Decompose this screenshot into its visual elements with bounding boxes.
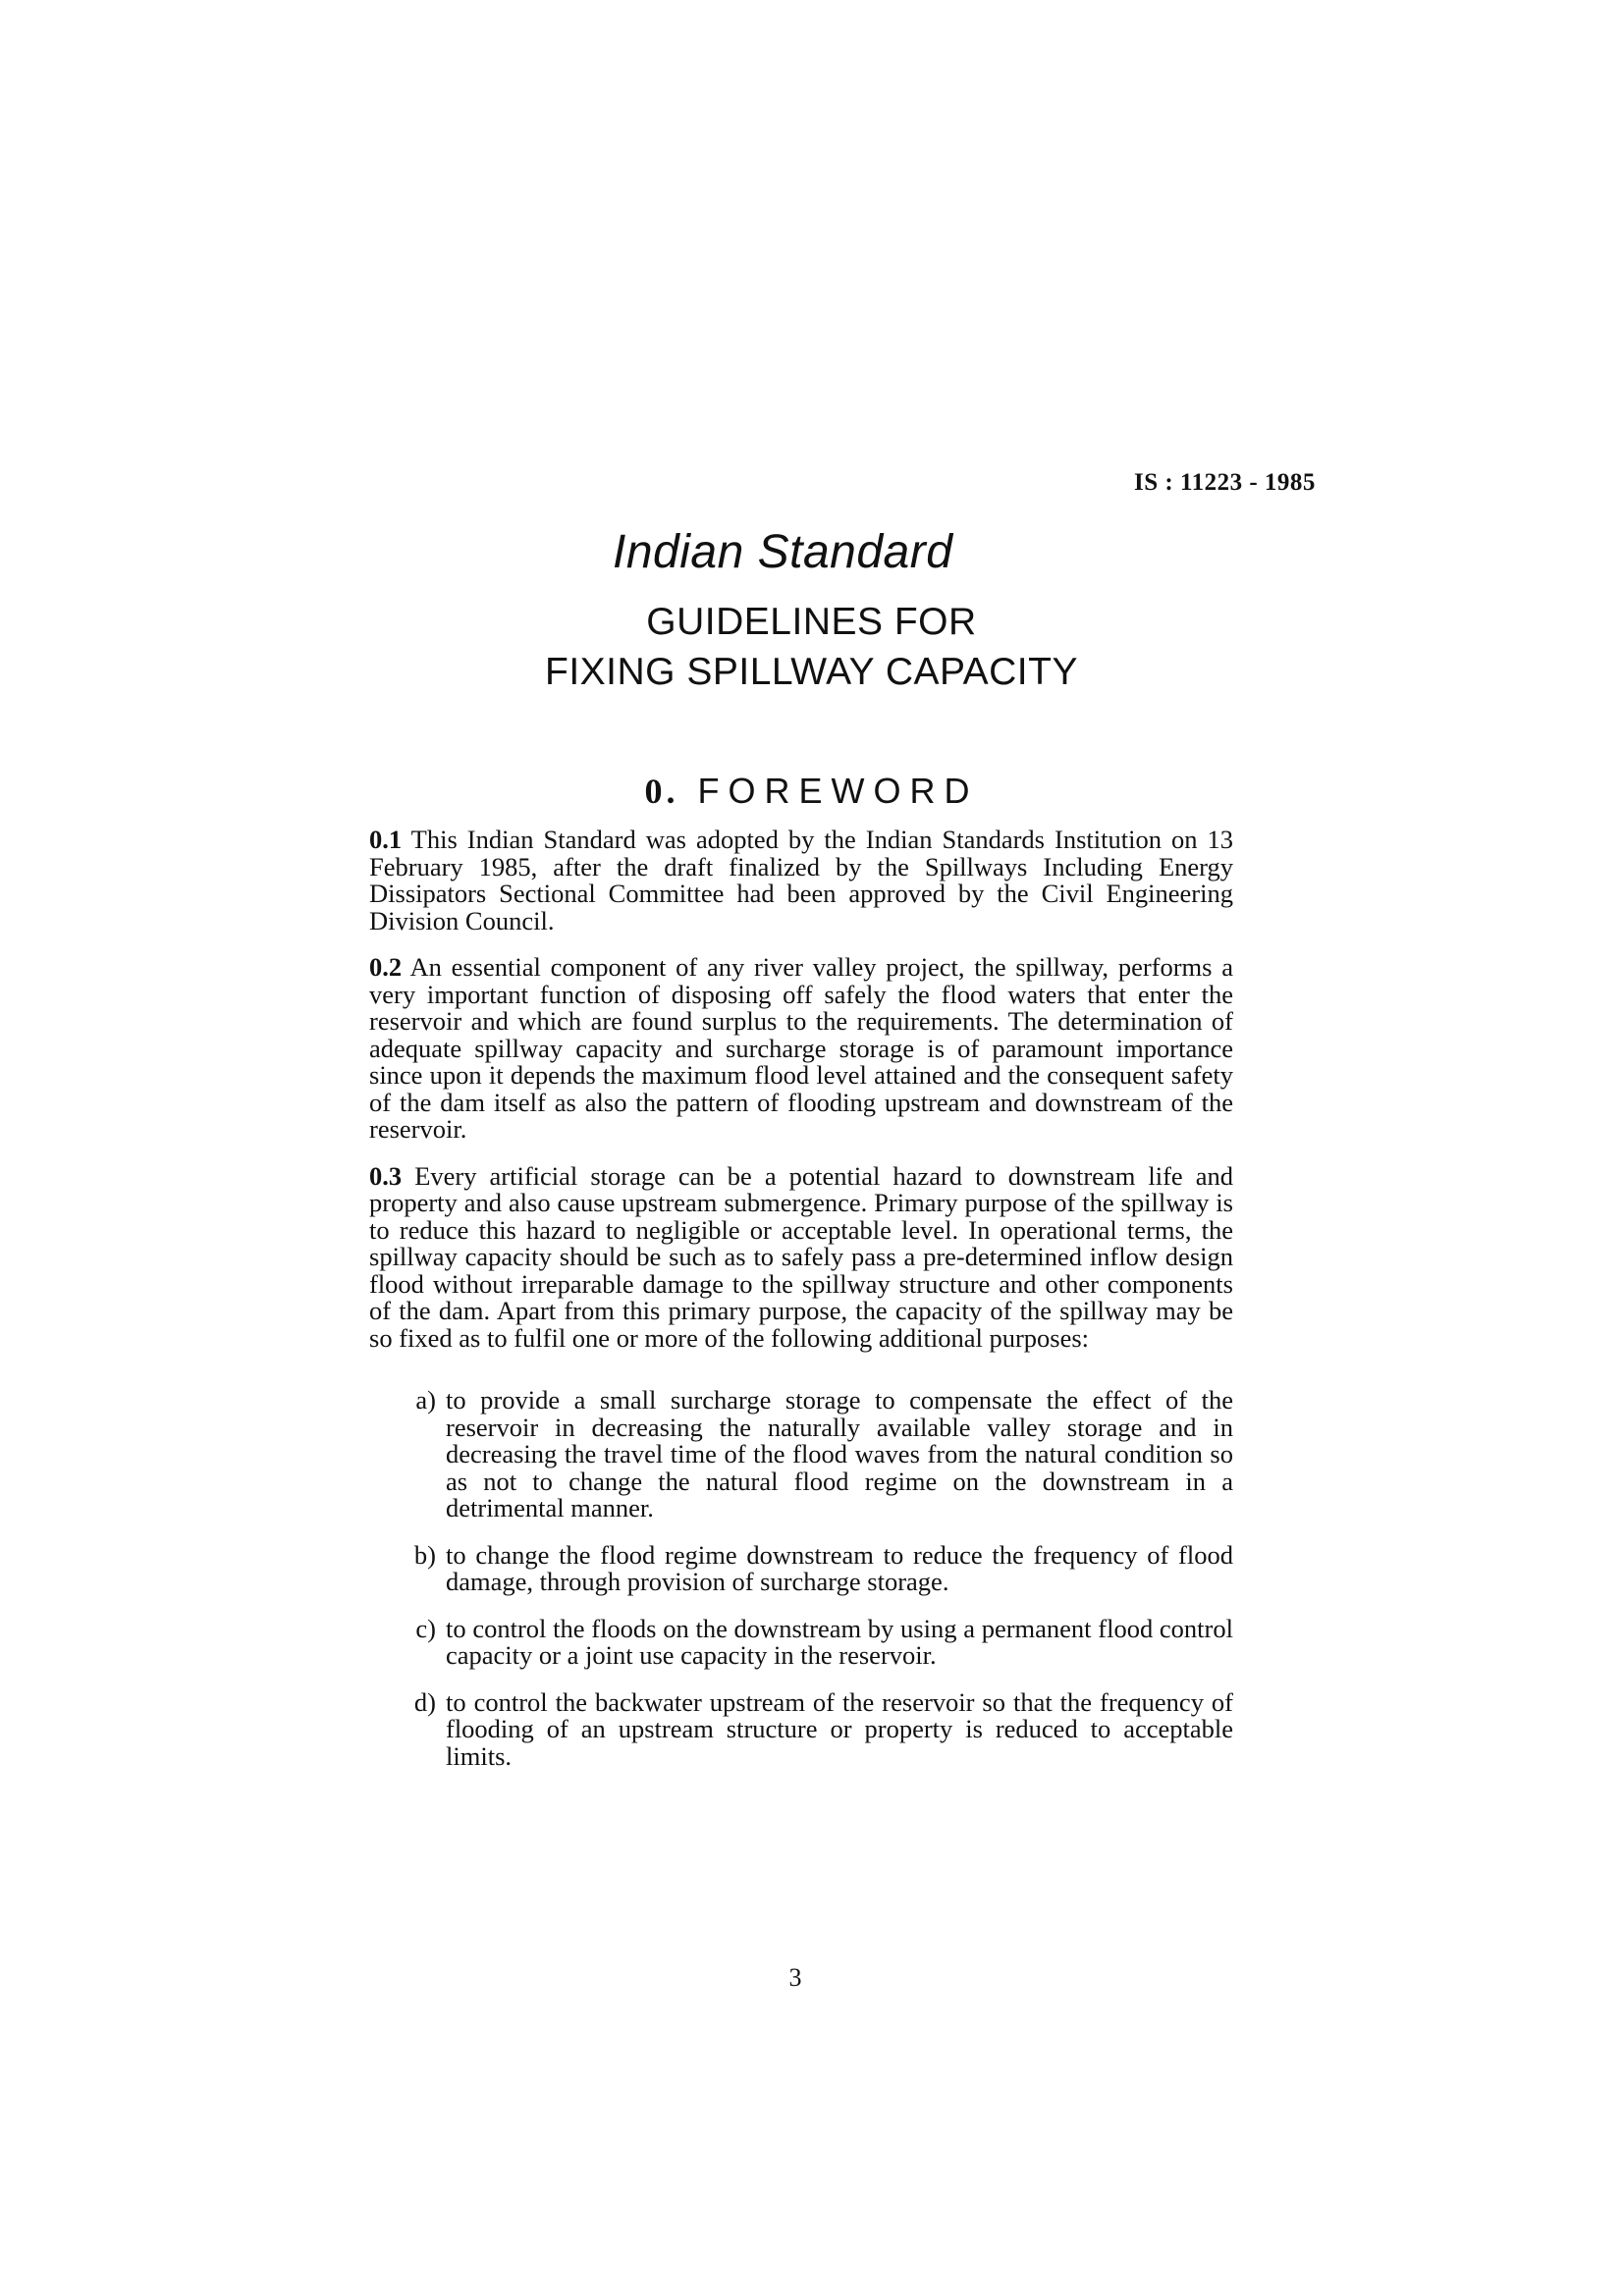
section-heading — [393, 771, 1230, 812]
list-item-c — [369, 1613, 1233, 1670]
clause-number: 0.1 — [369, 825, 403, 854]
list-item-text: to change the flood regime downstream to reduce the frequency of flood damage, through provision of surcharge storage. — [446, 1539, 1233, 1596]
list-marker: c) — [415, 1613, 436, 1643]
list-marker: b) — [413, 1539, 436, 1570]
clause-0-3 — [369, 1160, 1233, 1353]
list-item-b — [369, 1539, 1233, 1596]
clause-0-1 — [369, 827, 1233, 934]
list-item-text: to control the floods on the downstream by using a permanent flood control capacity or a joint use capacity in the reservoir. — [446, 1613, 1233, 1670]
document-title-line-1: GUIDELINES FOR — [646, 601, 977, 643]
page-number: 3 — [788, 1963, 802, 1992]
section-number: 0. — [644, 772, 679, 811]
clause-text: An essential component of any river valley project, the spillway, performs a very important function of disposing off safely the flood waters that enter the reservoir and which are found surplus to the requirements. The determination of adequate spillway capacity and surcharge storage is of paramount importance since upon it depends the maximum flood level attained and the consequent safety of the dam itself as also the pattern of flooding upstream and downstream of the reservoir. — [369, 952, 1233, 1144]
list-item-a — [369, 1387, 1233, 1522]
clause-text: Every artificial storage can be a potential hazard to downstream life and property and also cause upstream submergence. Primary purpose of the spillway is to reduce this hazard to negligible or acceptable level. In operational terms, the spillway capacity should be such as to safely pass a pre-determined inflow design flood without irreparable damage to the spillway structure and other components of the dam. Apart from this primary purpose, the capacity of the spillway may be so fixed as to fulfil one or more of the following additional purposes: — [369, 1160, 1233, 1353]
document-type-label: Indian Standard — [613, 526, 953, 578]
foreword-body — [369, 827, 1233, 1789]
clause-number: 0.2 — [369, 952, 403, 982]
clause-text: This Indian Standard was adopted by the Indian Standards Institution on 13 February 1985, after the draft finalized by the Spillways Including Energy Dissipators Sectional Committee had been approved by the Civil Engineering Division Council. — [369, 825, 1233, 935]
list-item-text: to provide a small surcharge storage to compensate the effect of the reservoir in decreasing the naturally available valley storage and in decreasing the travel time of the flood waves from the natural condition so as not to change the natural flood regime on the downstream in a detrimental manner. — [446, 1385, 1233, 1522]
list-marker: a) — [415, 1385, 436, 1415]
list-marker: d) — [413, 1686, 436, 1717]
section-title: FOREWORD — [697, 771, 979, 811]
standard-number: IS : 11223 - 1985 — [1134, 469, 1316, 496]
purposes-list — [369, 1387, 1233, 1770]
document-title-line-2: FIXING SPILLWAY CAPACITY — [545, 651, 1078, 693]
clause-number: 0.3 — [369, 1160, 403, 1191]
list-item-text: to control the backwater upstream of the reservoir so that the frequency of flooding of an upstream structure or property is reduced to acceptable limits. — [446, 1686, 1233, 1771]
clause-0-2 — [369, 954, 1233, 1144]
list-item-d — [369, 1686, 1233, 1771]
